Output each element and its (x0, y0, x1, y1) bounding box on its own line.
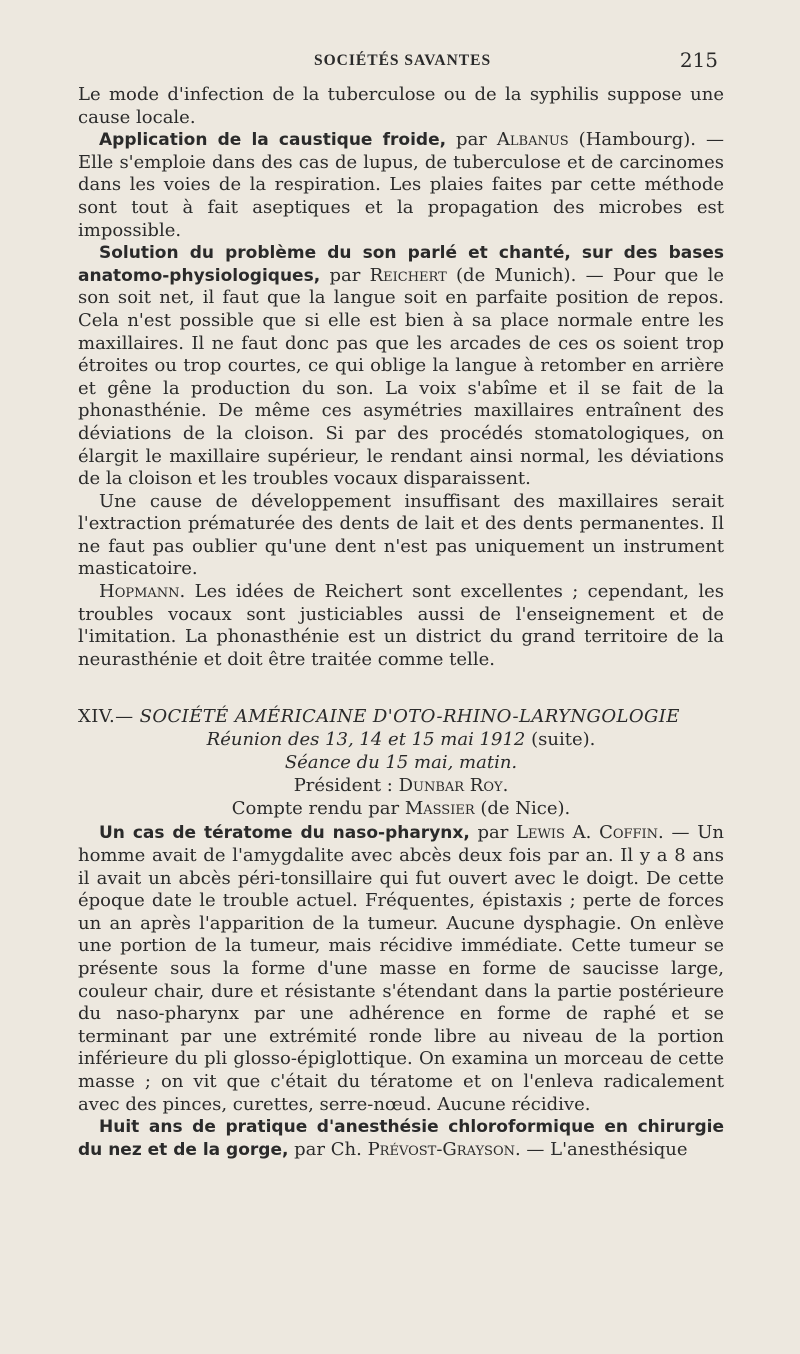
section-title: XIV.— SOCIÉTÉ AMÉRICAINE D'OTO-RHINO-LARYNGOLOGIE (78, 706, 680, 728)
author-name: Albanus (496, 129, 569, 151)
paragraph-son-parle: Solution du problème du son parlé et chanté, sur des bases anatomo-physiologiques, par Reichert (de Munich). — Pour que le son soit net, il faut que la langue soit en parfaite position de repos. Cela n'est possible que si elle est bien à sa place normale entre les maxillaires. Il ne faut donc pas que les arcades de ces os soient trop étroites ou trop courtes, ce qui oblige la langue à retomber en arrière et gêne la production du son. La voix s'abîme et il se fait de la phonasthénie. De même ces asymétries maxillaires entraînent des déviations de la cloison. Si par des procédés stomatologiques, on élargit le maxillaire supérieur, le rendant ainsi normal, les déviations de la cloison et les troubles vocaux disparaissent. (78, 243, 724, 490)
paragraph-tuberculose: Le mode d'infection de la tuberculose ou de la syphilis suppose une cause locale. (78, 84, 724, 128)
communication-title: Application de la caustique froide, (99, 130, 447, 151)
communication-title: Solution du problème du son parlé et chanté, sur des bases anatomo-physiologiques, (78, 243, 724, 286)
section-heading (78, 705, 724, 820)
author-name: Lewis A. Coffin. (516, 822, 664, 844)
paragraph-hopmann: Hopmann. Les idées de Reichert sont excellentes ; cependant, les troubles vocaux sont justiciables aussi de l'enseignement et de l'imitation. La phonasthénie est un district du grand territoire de la neurasthénie et doit être traitée comme telle. (78, 581, 724, 670)
author-name: Prévost-Grayson. (367, 1138, 521, 1160)
page-header (78, 48, 724, 74)
communication-title: Huit ans de pratique d'anesthésie chloroformique en chirurgie du nez et de la gorge, (78, 1117, 724, 1160)
paragraph-anesthesie: Huit ans de pratique d'anesthésie chloroformique en chirurgie du nez et de la gorge, par Ch. Prévost-Grayson. — L'anesthésique (78, 1117, 724, 1160)
paragraph-teratome: Un cas de tératome du naso-pharynx, par Lewis A. Coffin. — Un homme avait de l'amygdalite avec abcès deux fois par an. Il y a 8 ans il avait un abcès péri-tonsillaire qui fut ouvert avec le doigt. De cette époque date le trouble actuel. Fréquentes, épistaxis ; perte de forces un an après l'apparition de la tumeur. Aucune dysphagie. On enlève une portion de la tumeur, mais récidive immédiate. Cette tumeur se présente sous la forme d'une masse en forme de saucisse large, couleur chair, dure et résistante s'étendant dans la partie postérieure du naso-pharynx par une adhérence en forme de raphé et se terminant par une extrémité ronde libre au niveau de la portion inférieure du pli glosso-épiglottique. On examina un morceau de cette masse ; on vit que c'était du tératome et on l'enleva radicalement avec des pinces, curettes, serre-nœud. Aucune récidive. (78, 822, 724, 1115)
author-name: Hopmann. (99, 581, 186, 603)
session-line: Séance du 15 mai, matin. (284, 752, 518, 774)
paragraph-caustique: Application de la caustique froide, par Albanus (Hambourg). — Elle s'emploie dans des cas de lupus, de tuberculose et de carcinomes dans les voies de la respiration. Les plaies faites par cette méthode sont tout à fait aseptiques et la propagation des microbes est impossible. (78, 129, 724, 241)
page-number: 215 (679, 48, 718, 72)
communication-title: Un cas de tératome du naso-pharynx, (99, 823, 470, 844)
running-head: SOCIÉTÉS SAVANTES (314, 52, 492, 69)
president-line: Président : Dunbar Roy. (293, 775, 509, 797)
report-line: Compte rendu par Massier (de Nice). (231, 798, 571, 820)
meeting-dates: Réunion des 13, 14 et 15 mai 1912 (suite). (206, 729, 596, 751)
author-name: Reichert (369, 264, 447, 286)
page-body (78, 84, 724, 1161)
paragraph-maxillaires: Une cause de développement insuffisant des maxillaires serait l'extraction prématurée des dents de lait et des dents permanentes. Il ne faut pas oublier qu'une dent n'est pas uniquement un instrument masticatoire. (78, 490, 724, 580)
